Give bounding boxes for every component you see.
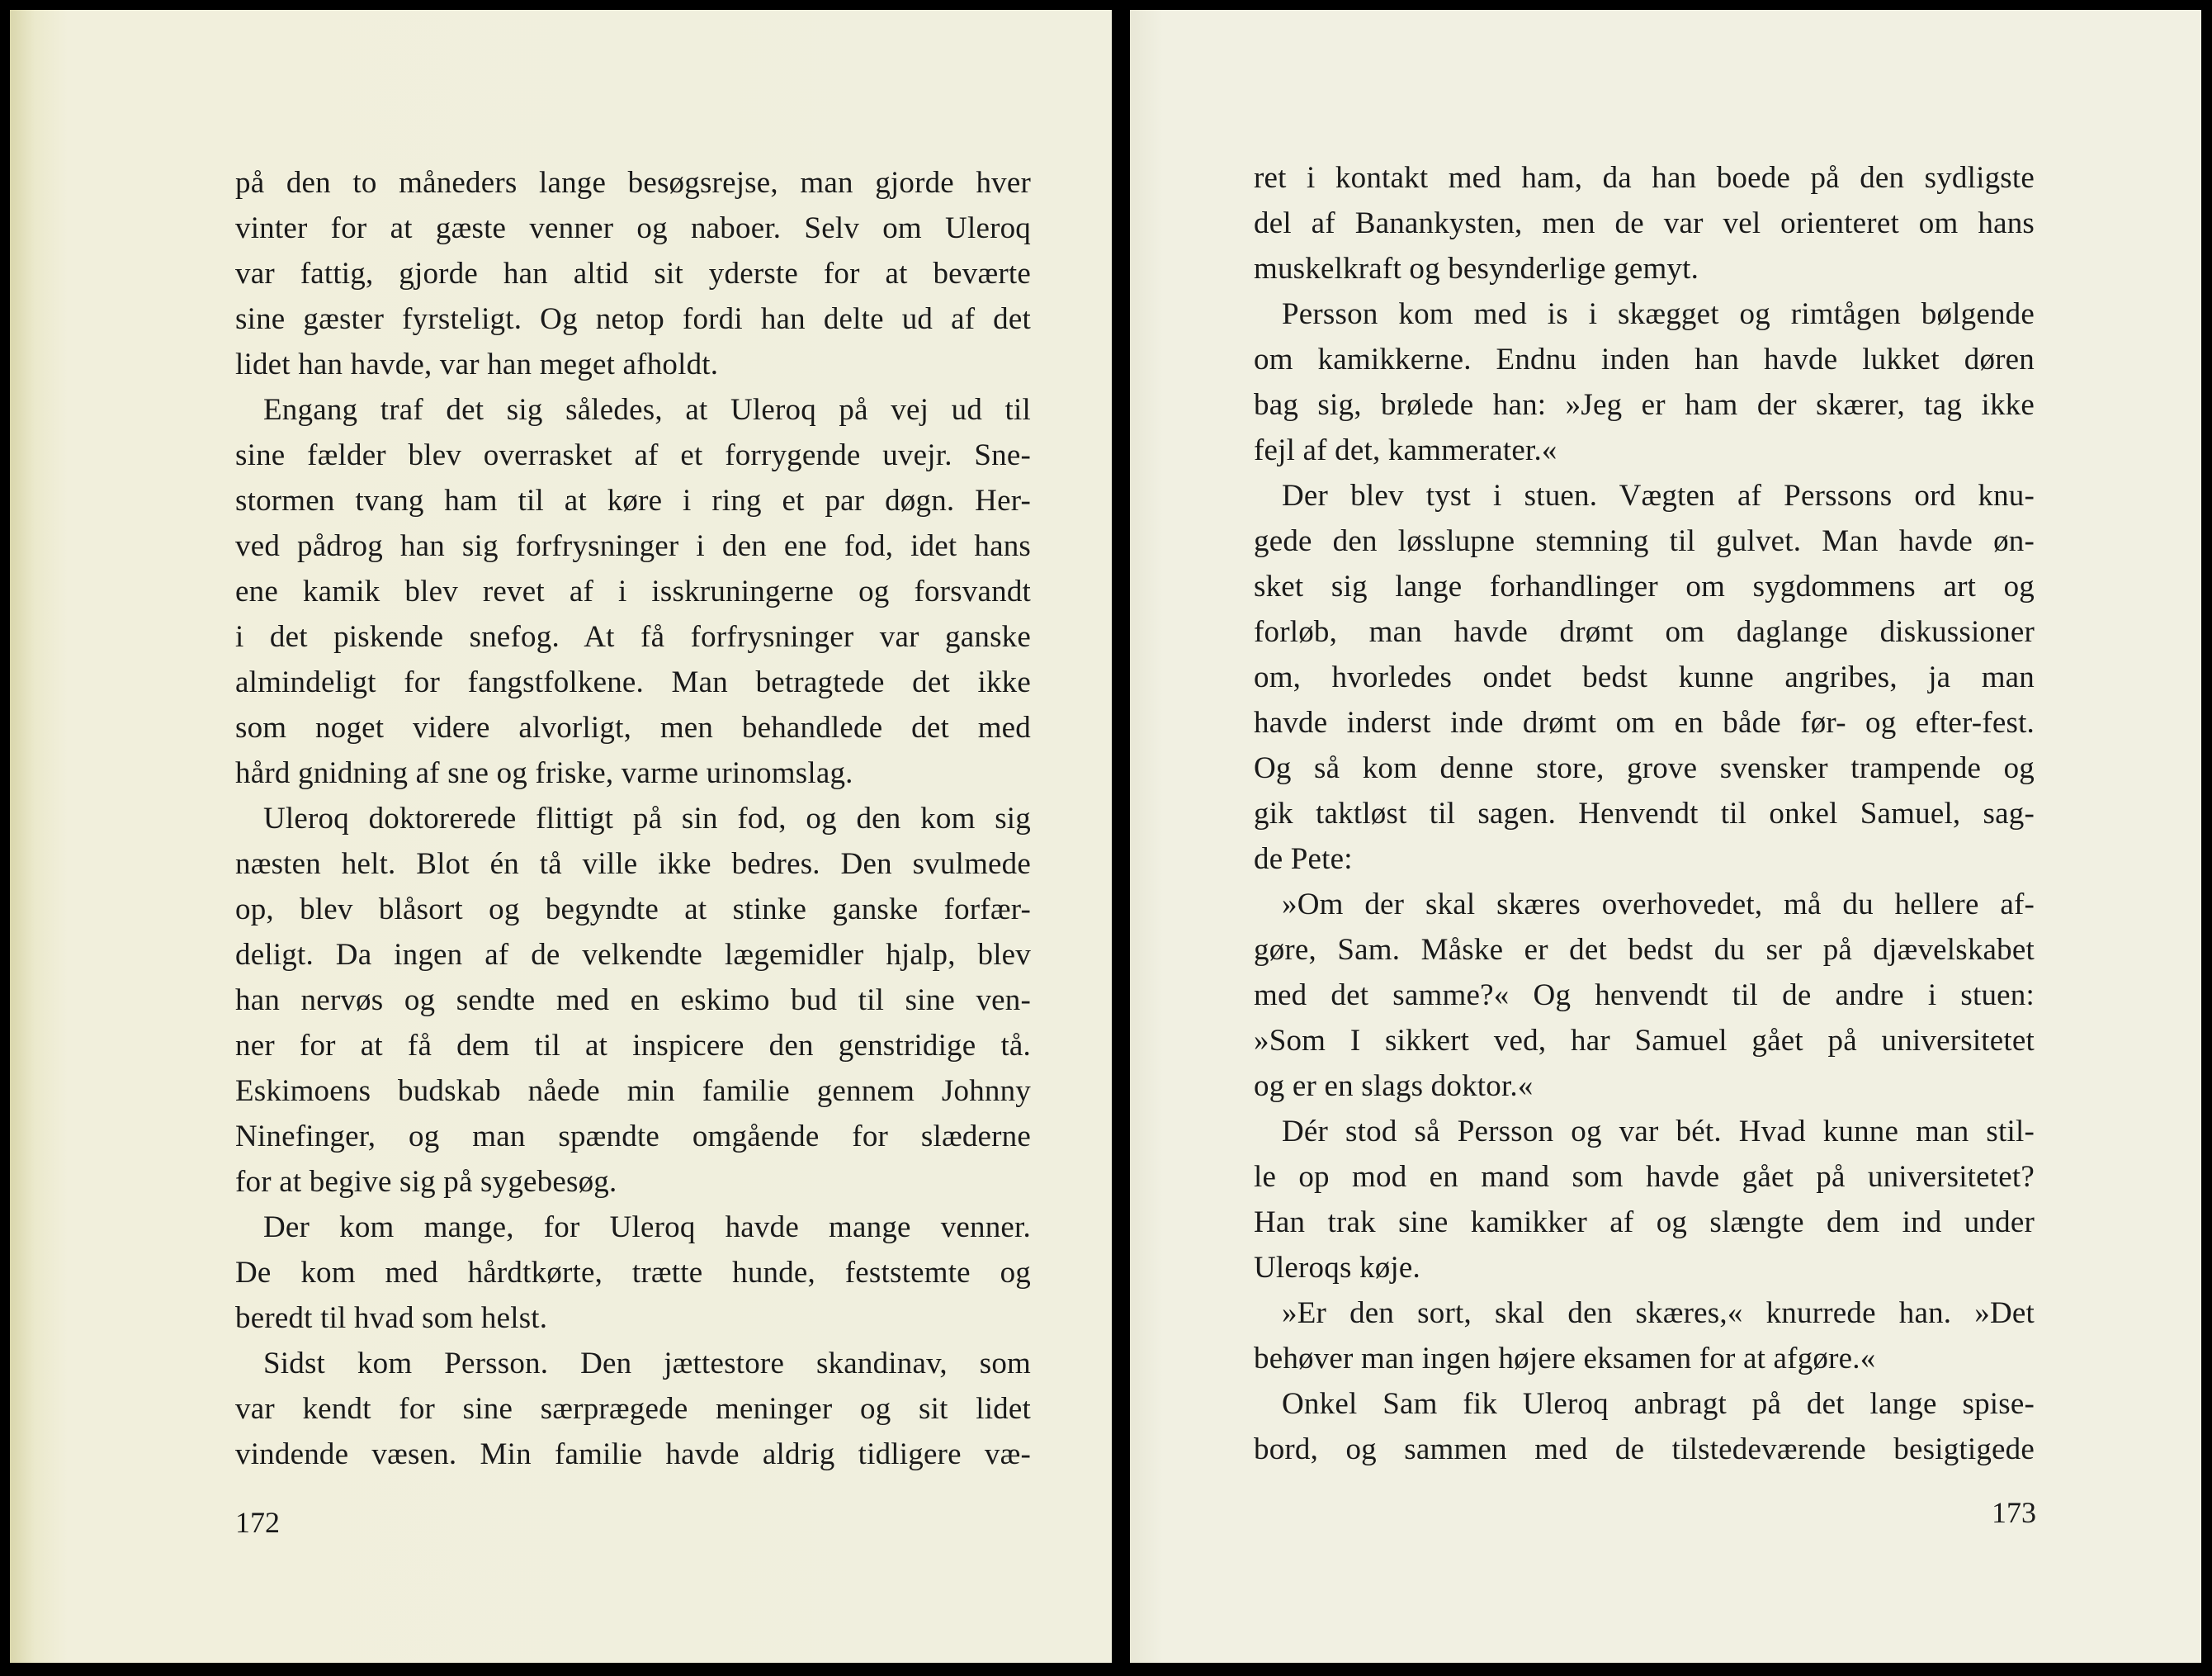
- text-line: næsten helt. Blot én tå ville ikke bedres. Den svulmede: [235, 847, 1031, 881]
- text-line: »Om der skal skæres overhovedet, må du hellere af-: [1282, 888, 2035, 921]
- text-line: gede den løsslupne stemning til gulvet. Man havde øn-: [1254, 524, 2035, 558]
- text-line: le op mod en mand som havde gået på universitetet?: [1254, 1160, 2035, 1194]
- text-line: Dér stod så Persson og var bét. Hvad kunne man stil-: [1282, 1115, 2035, 1148]
- text-line: med det samme?« Og henvendt til de andre i stuen:: [1254, 978, 2035, 1012]
- text-line: Eskimoens budskab nåede min familie gennem Johnny: [235, 1074, 1031, 1108]
- text-line: »Som I sikkert ved, har Samuel gået på universitetet: [1254, 1024, 2035, 1058]
- text-line: muskelkraft og besynderlige gemyt.: [1254, 252, 1699, 286]
- text-line: Der blev tyst i stuen. Vægten af Perssons ord knu-: [1282, 479, 2035, 513]
- text-line: om kamikkerne. Endnu inden han havde lukket døren: [1254, 343, 2035, 376]
- text-line: Engang traf det sig således, at Uleroq på vej ud til: [263, 393, 1031, 427]
- left-page-text: [235, 160, 1031, 1477]
- text-line: gik taktløst til sagen. Henvendt til onkel Samuel, sag-: [1254, 797, 2035, 831]
- text-line: på den to måneders lange besøgsrejse, man gjorde hver: [235, 166, 1031, 200]
- text-line: og er en slags doktor.«: [1254, 1069, 1534, 1103]
- right-page-number: 173: [1992, 1496, 2036, 1529]
- text-line: gøre, Sam. Måske er det bedst du ser på djævelskabet: [1254, 933, 2035, 967]
- text-line: ved pådrog han sig forfrysninger i den ene fod, idet hans: [235, 529, 1031, 563]
- text-line: almindeligt for fangstfolkene. Man betragtede det ikke: [235, 665, 1031, 699]
- text-line: sine gæster fyrsteligt. Og netop fordi han delte ud af det: [235, 302, 1031, 336]
- text-line: bag sig, brølede han: »Jeg er ham der skærer, tag ikke: [1254, 388, 2035, 422]
- text-line: Uleroq doktorerede flittigt på sin fod, og den kom sig: [263, 802, 1031, 836]
- text-line: del af Banankysten, men de var vel orienteret om hans: [1254, 206, 2035, 240]
- text-line: ene kamik blev revet af i isskruningerne og forsvandt: [235, 575, 1031, 608]
- text-line: Onkel Sam fik Uleroq anbragt på det lange spise-: [1282, 1387, 2035, 1421]
- text-line: hård gnidning af sne og friske, varme urinomslag.: [235, 756, 853, 790]
- left-page-number: 172: [235, 1506, 280, 1539]
- text-line: Der kom mange, for Uleroq havde mange venner.: [263, 1210, 1031, 1244]
- right-page-text: [1254, 155, 2035, 1472]
- text-line: beredt til hvad som helst.: [235, 1301, 548, 1335]
- text-line: Persson kom med is i skægget og rimtågen bølgende: [1282, 297, 2035, 331]
- text-line: som noget videre alvorligt, men behandlede det med: [235, 711, 1031, 745]
- text-line: han nervøs og sendte med en eskimo bud til sine ven-: [235, 983, 1031, 1017]
- text-line: sine fælder blev overrasket af et forrygende uvejr. Sne-: [235, 438, 1031, 472]
- text-line: var fattig, gjorde han altid sit yderste for at beværte: [235, 257, 1031, 291]
- text-line: lidet han havde, var han meget afholdt.: [235, 348, 719, 381]
- text-line: behøver man ingen højere eksamen for at afgøre.«: [1254, 1342, 1876, 1375]
- text-line: ner for at få dem til at inspicere den genstridige tå.: [235, 1029, 1031, 1063]
- text-line: Han trak sine kamikker af og slængte dem ind under: [1254, 1205, 2035, 1239]
- text-line: Og så kom denne store, grove svensker trampende og: [1254, 751, 2035, 785]
- text-line: sket sig lange forhandlinger om sygdommens art og: [1254, 570, 2035, 604]
- text-line: Sidst kom Persson. Den jættestore skandinav, som: [263, 1347, 1031, 1380]
- text-line: fejl af det, kammerater.«: [1254, 433, 1557, 467]
- text-line: ret i kontakt med ham, da han boede på den sydligste: [1254, 161, 2035, 195]
- text-line: op, blev blåsort og begyndte at stinke ganske forfær-: [235, 892, 1031, 926]
- text-line: De kom med hårdtkørte, trætte hunde, feststemte og: [235, 1256, 1031, 1290]
- text-line: Uleroqs køje.: [1254, 1251, 1420, 1285]
- text-line: deligt. Da ingen af de velkendte lægemidler hjalp, blev: [235, 938, 1031, 972]
- text-line: vindende væsen. Min familie havde aldrig tidligere væ-: [235, 1437, 1031, 1471]
- text-line: vinter for at gæste venner og naboer. Selv om Uleroq: [235, 211, 1031, 245]
- text-line: forløb, man havde drømt om daglange diskussioner: [1254, 615, 2035, 649]
- text-line: Ninefinger, og man spændte omgående for slæderne: [235, 1120, 1031, 1153]
- text-line: for at begive sig på sygebesøg.: [235, 1165, 617, 1199]
- left-page: [10, 10, 1112, 1663]
- text-line: stormen tvang ham til at køre i ring et par døgn. Her-: [235, 484, 1031, 518]
- text-line: havde inderst inde drømt om en både før- og efter-fest.: [1254, 706, 2035, 740]
- text-line: bord, og sammen med de tilstedeværende besigtigede: [1254, 1432, 2035, 1466]
- text-line: i det piskende snefog. At få forfrysninger var ganske: [235, 620, 1031, 654]
- text-line: »Er den sort, skal den skæres,« knurrede han. »Det: [1282, 1296, 2035, 1330]
- text-line: de Pete:: [1254, 842, 1353, 876]
- text-line: var kendt for sine særprægede meninger og sit lidet: [235, 1392, 1031, 1426]
- text-line: om, hvorledes ondet bedst kunne angribes, ja man: [1254, 660, 2035, 694]
- right-page: [1130, 10, 2201, 1663]
